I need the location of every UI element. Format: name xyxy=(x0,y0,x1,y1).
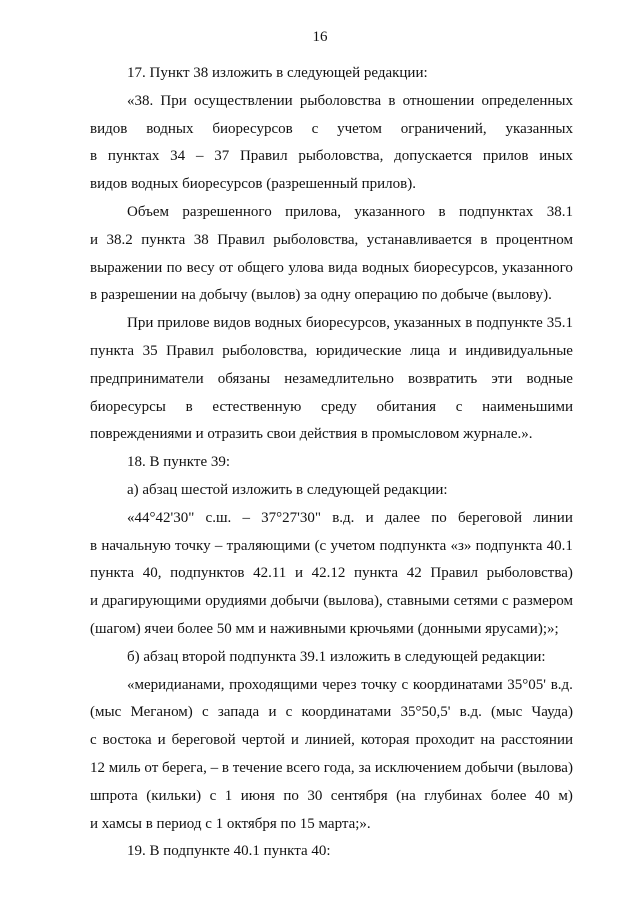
paragraph xyxy=(90,310,573,449)
paragraph xyxy=(90,199,573,310)
text-line: шпрота (кильки) с 1 июня по 30 сентября (на глубинах более 40 м) xyxy=(90,787,573,804)
text-line: 12 миль от берега, – в течение всего года, за исключением добычи (вылова) xyxy=(90,759,573,776)
paragraph xyxy=(90,477,573,505)
paragraph xyxy=(90,60,573,88)
text-line: 18. В пункте 39: xyxy=(127,454,231,471)
text-line: с востока и береговой чертой и линией, которая проходит на расстоянии xyxy=(90,732,573,749)
text-line: «44°42'30" с.ш. – 37°27'30" в.д. и далее по береговой линии xyxy=(127,509,573,526)
text-line: видов водных биоресурсов (разрешенный прилов). xyxy=(90,176,416,193)
text-line: «меридианами, проходящими через точку с координатами 35°05' в.д. xyxy=(127,676,573,693)
paragraph xyxy=(90,838,573,866)
text-line: (шагом) ячеи более 50 мм и наживными крючьями (донными ярусами);»; xyxy=(90,620,559,637)
page-number: 16 xyxy=(312,29,328,45)
document-body xyxy=(90,60,573,866)
text-line: (мыс Меганом) с запада и с координатами 35°50,5' в.д. (мыс Чауда) xyxy=(90,704,573,721)
paragraph xyxy=(90,449,573,477)
text-line: 17. Пункт 38 изложить в следующей редакции: xyxy=(127,65,428,81)
text-line: пункта 40, подпунктов 42.11 и 42.12 пункта 42 Правил рыболовства) xyxy=(90,565,573,582)
text-line: биоресурсы в естественную среду обитания с наименьшими xyxy=(90,398,573,415)
text-line: а) абзац шестой изложить в следующей редакции: xyxy=(127,481,448,498)
text-line: и драгирующими орудиями добычи (вылова), ставными сетями с размером xyxy=(90,593,573,610)
paragraph xyxy=(90,88,573,199)
text-line: выражении по весу от общего улова вида водных биоресурсов, указанного xyxy=(90,259,573,276)
text-line: предприниматели обязаны незамедлительно возвратить эти водные xyxy=(90,370,573,387)
text-line: в пунктах 34 – 37 Правил рыболовства, допускается прилов иных xyxy=(90,148,573,165)
text-line: в разрешении на добычу (вылов) за одну операцию по добыче (вылову). xyxy=(90,287,552,304)
text-line: «38. При осуществлении рыболовства в отношении определенных xyxy=(127,92,573,109)
text-line: видов водных биоресурсов с учетом ограничений, указанных xyxy=(90,120,573,137)
text-line: Объем разрешенного прилова, указанного в подпунктах 38.1 xyxy=(127,203,573,220)
text-line: в начальную точку – траляющими (с учетом подпункта «з» подпункта 40.1 xyxy=(90,537,573,554)
text-line: и 38.2 пункта 38 Правил рыболовства, устанавливается в процентном xyxy=(90,231,573,248)
paragraph xyxy=(90,672,573,839)
paragraph xyxy=(90,505,573,644)
paragraph xyxy=(90,644,573,672)
text-line: При прилове видов водных биоресурсов, указанных в подпункте 35.1 xyxy=(127,315,573,332)
text-line: б) абзац второй подпункта 39.1 изложить в следующей редакции: xyxy=(127,648,546,665)
text-line: 19. В подпункте 40.1 пункта 40: xyxy=(127,843,331,860)
text-line: пункта 35 Правил рыболовства, юридические лица и индивидуальные xyxy=(90,342,573,359)
text-line: и хамсы в период с 1 октября по 15 марта;». xyxy=(90,815,371,832)
text-line: повреждениями и отразить свои действия в промысловом журнале.». xyxy=(90,426,533,443)
